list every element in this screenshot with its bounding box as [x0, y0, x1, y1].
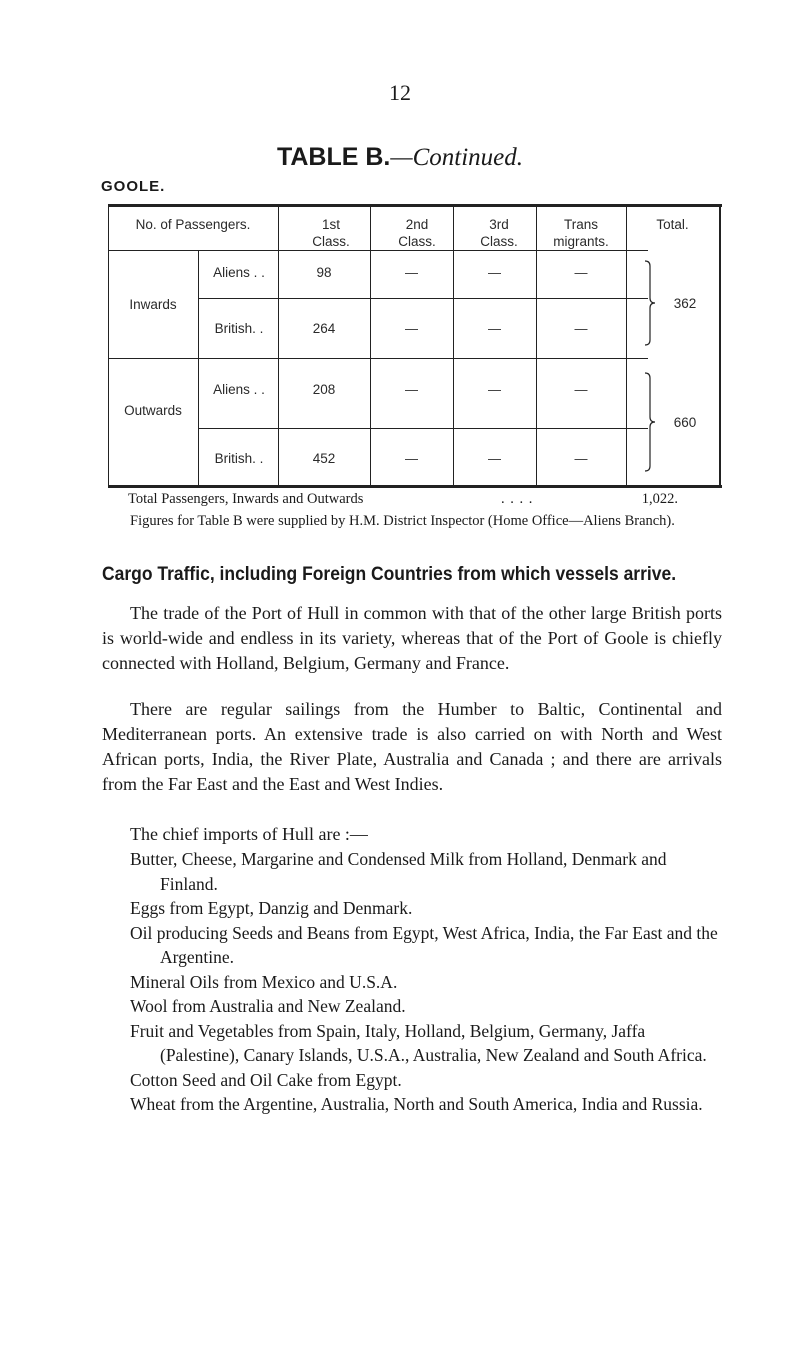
inwards-british-label: British. .: [214, 321, 264, 336]
header-divider: [108, 250, 648, 251]
outwards-aliens-label: Aliens . .: [213, 382, 265, 397]
inwards-british-trans: —: [574, 321, 588, 336]
inwards-british-second: —: [405, 321, 418, 336]
table-top-border: [108, 204, 722, 207]
list-item: Wheat from the Argentine, Australia, North and South America, India and Russia.: [130, 1094, 703, 1114]
header-third-class: 3rd Class.: [480, 217, 518, 249]
header-transmigrants: Trans migrants.: [553, 217, 609, 249]
outwards-british-third: —: [488, 451, 501, 466]
outwards-aliens-third: —: [488, 382, 501, 397]
list-item: Cotton Seed and Oil Cake from Egypt.: [130, 1069, 402, 1090]
group-outwards-label: Outwards: [124, 403, 182, 418]
table-title-continued: —Continued.: [390, 144, 524, 171]
inwards-total: 362: [673, 296, 697, 311]
table-bottom-border: [108, 485, 722, 488]
total-passengers-dots: . . . .: [501, 491, 534, 507]
inwards-aliens-first: 98: [316, 265, 332, 280]
paragraph-imports-intro: The chief imports of Hull are :—: [130, 824, 368, 844]
list-item: Mineral Oils from Mexico and U.S.A.: [130, 971, 398, 992]
outwards-british-second: —: [405, 451, 418, 466]
header-passengers: No. of Passengers.: [135, 217, 251, 232]
inwards-brace: [643, 260, 655, 346]
inwards-british-first: 264: [312, 321, 336, 336]
table-left-border: [108, 204, 109, 488]
group-divider: [108, 358, 648, 359]
outwards-total: 660: [673, 415, 697, 430]
outwards-row-divider: [198, 428, 648, 429]
paragraph-sailings: There are regular sailings from the Humber to Baltic, Continental and Mediterranean ports. An extensive trade is also carried on with North and West African ports, India, the River Plate, Australia and Canada ; and there are arrivals from the Far East and the East and West Indies.: [102, 699, 722, 794]
list-item: Eggs from Egypt, Danzig and Denmark.: [130, 898, 413, 918]
outwards-british-trans: —: [574, 451, 588, 466]
figures-source-note: Figures for Table B were supplied by H.M. District Inspector (Home Office—Aliens Branch).: [130, 513, 675, 529]
total-passengers-label: Total Passengers, Inwards and Outwards: [128, 491, 364, 507]
paragraph-trade: The trade of the Port of Hull in common with that of the other large British ports is world-wide and endless in its variety, whereas that of the Port of Goole is chiefly connected with Holland, Belgium, Germany and France.: [102, 603, 722, 673]
group-inwards-label: Inwards: [129, 297, 177, 312]
inwards-row-divider: [198, 298, 648, 299]
inwards-british-third: —: [488, 321, 501, 336]
col-divider-first: [278, 204, 279, 488]
table-title-main: TABLE B.: [276, 143, 391, 171]
passenger-table: [108, 204, 722, 488]
list-item: Fruit and Vegetables from Spain, Italy, Holland, Belgium, Germany, Jaffa (Palestine), Canary Islands, U.S.A., Australia, New Zealand and South Africa.: [130, 1020, 707, 1065]
outwards-british-first: 452: [312, 451, 336, 466]
total-passengers-value: 1,022.: [641, 491, 678, 507]
header-total: Total.: [656, 217, 689, 232]
inwards-aliens-second: —: [405, 265, 418, 280]
list-item: Oil producing Seeds and Beans from Egypt, West Africa, India, the Far East and the Argentine.: [130, 922, 718, 967]
outwards-aliens-second: —: [405, 382, 418, 397]
inwards-aliens-trans: —: [574, 265, 588, 280]
table-right-border: [719, 204, 721, 488]
section-heading: Cargo Traffic, including Foreign Countries from which vessels arrive.: [102, 564, 677, 585]
outwards-aliens-first: 208: [312, 382, 336, 397]
header-first-class: 1st Class.: [312, 217, 350, 249]
port-label: GOOLE.: [101, 178, 166, 195]
col-divider-third: [453, 204, 454, 488]
imports-list: [102, 847, 722, 1117]
list-item: Wool from Australia and New Zealand.: [130, 996, 406, 1016]
inwards-aliens-third: —: [488, 265, 501, 280]
inwards-aliens-label: Aliens . .: [213, 265, 265, 280]
outwards-aliens-trans: —: [574, 382, 588, 397]
table-title: [0, 143, 800, 172]
header-second-class: 2nd Class.: [398, 217, 436, 249]
col-divider-second: [370, 204, 371, 488]
outwards-brace: [643, 372, 655, 472]
outwards-british-label: British. .: [214, 451, 264, 466]
col-divider-total: [626, 204, 627, 488]
list-item: Butter, Cheese, Margarine and Condensed Milk from Holland, Denmark and Finland.: [130, 849, 667, 894]
col-divider-type: [198, 250, 199, 486]
page-number: 12: [389, 80, 411, 105]
